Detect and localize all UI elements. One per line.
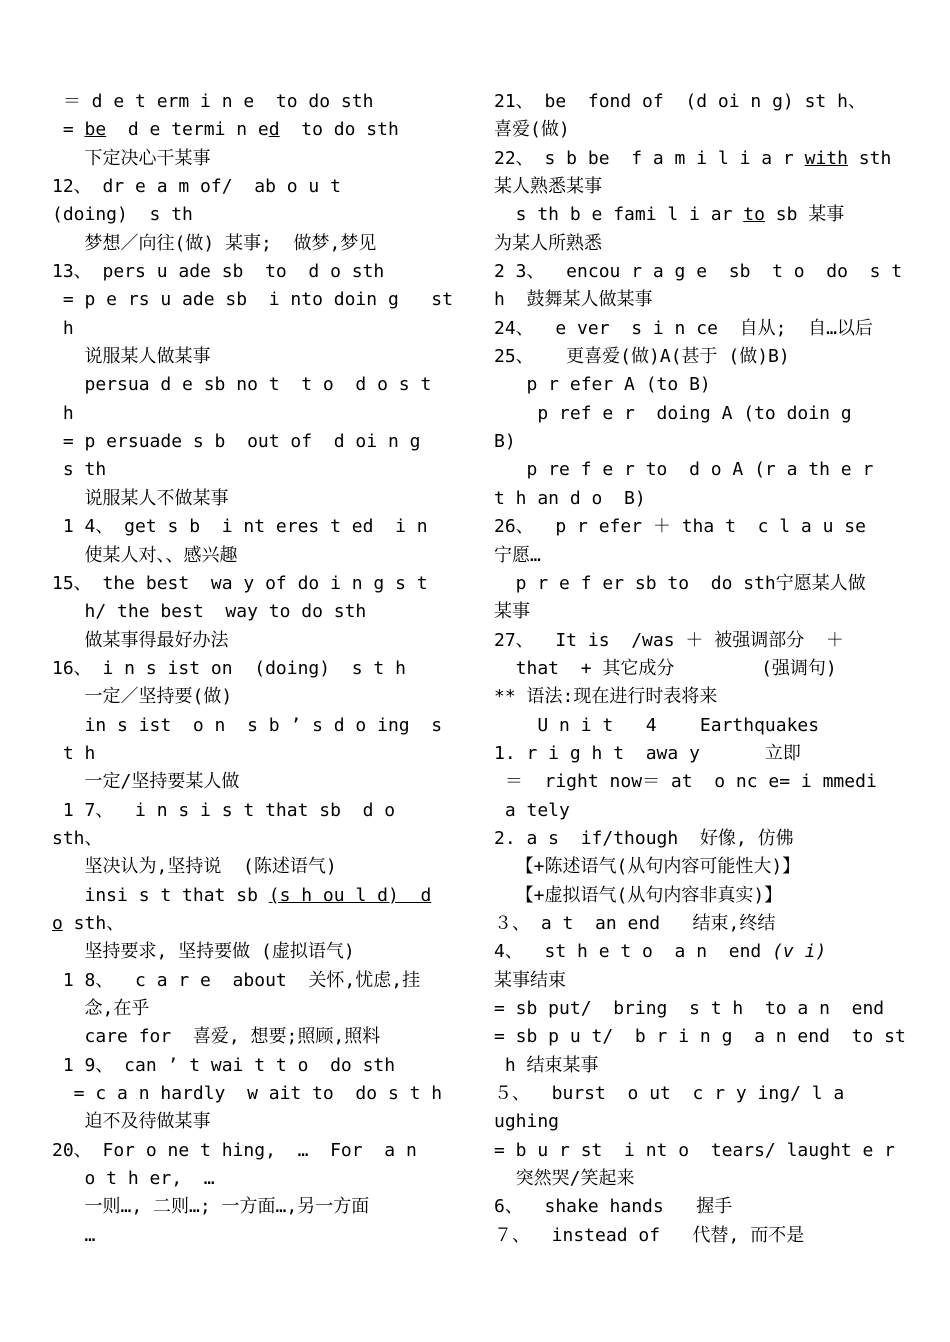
text-run: 说服某人不做某事 — [52, 487, 229, 509]
text-run: 6、 shake hands 握手 — [494, 1196, 733, 1218]
right-text-line — [494, 315, 914, 343]
right-text-line — [494, 542, 914, 570]
text-run: 1 9、 can ’ t wai t t o do sth — [52, 1054, 396, 1076]
text-run: 下定决心干某事 — [52, 147, 211, 169]
text-run: 迫不及待做某事 — [52, 1111, 211, 1133]
text-run: ughing — [494, 1111, 560, 1133]
left-text-line — [52, 1165, 462, 1193]
text-run: insi s t that sb — [52, 884, 269, 906]
left-text-line — [52, 513, 462, 541]
left-text-line — [52, 1080, 462, 1108]
left-text-line — [52, 797, 462, 825]
text-run: = b u r st i nt o tears/ laught e r — [494, 1139, 895, 1161]
text-run: … — [52, 1224, 96, 1246]
text-run: 说服某人做某事 — [52, 346, 211, 368]
left-text-line — [52, 116, 462, 144]
text-run: to do sth — [279, 119, 399, 141]
right-text-line — [494, 258, 914, 286]
right-text-line — [494, 1023, 914, 1051]
left-text-line — [52, 1108, 462, 1136]
underlined-text: to — [743, 204, 765, 226]
text-run: U n i t 4 Earthquakes — [494, 714, 820, 736]
text-run: 某事 — [494, 601, 530, 623]
text-run: ＝ d e t erm i n e to do sth — [52, 91, 374, 112]
text-run: that + 其它成分 (强调句) — [494, 657, 837, 679]
left-text-line — [52, 598, 462, 626]
text-run: B) — [494, 431, 516, 453]
right-text-line — [494, 797, 914, 825]
left-text-line — [52, 627, 462, 655]
left-text-line — [52, 740, 462, 768]
left-text-line — [52, 683, 462, 711]
text-run: sth、 — [52, 827, 103, 849]
right-text-line — [494, 145, 914, 173]
right-text-line — [494, 882, 914, 910]
left-text-line — [52, 286, 462, 314]
right-text-line — [494, 1222, 914, 1250]
left-text-line — [52, 145, 462, 173]
text-run: o t h er, … — [52, 1168, 215, 1190]
right-text-line — [494, 116, 914, 144]
right-text-line — [494, 88, 914, 116]
text-run: persua d e sb no t t o d o s t — [52, 374, 432, 396]
right-text-line — [494, 1080, 914, 1108]
right-text-line — [494, 938, 914, 966]
text-run: 20、 For o ne t hing, … For a n — [52, 1139, 417, 1161]
right-text-line — [494, 428, 914, 456]
left-text-line — [52, 88, 462, 116]
text-run: t h — [52, 742, 96, 764]
text-run: 做某事得最好办法 — [52, 629, 229, 651]
left-text-line — [52, 882, 462, 910]
right-text-line — [494, 371, 914, 399]
left-text-line — [52, 967, 462, 995]
left-text-line — [52, 343, 462, 371]
right-text-line — [494, 230, 914, 258]
text-run: h — [52, 317, 74, 339]
left-text-line — [52, 995, 462, 1023]
right-text-line — [494, 400, 914, 428]
right-text-line — [494, 286, 914, 314]
left-text-line — [52, 456, 462, 484]
italic-text: (v i) — [772, 941, 827, 963]
text-run: 梦想／向往(做) 某事; 做梦,梦见 — [52, 232, 377, 254]
text-run: p r e f er sb to do sth宁愿某人做 — [494, 572, 866, 594]
left-text-line — [52, 173, 462, 201]
text-run: = p e rs u ade sb i nto doin g st — [52, 289, 453, 311]
underlined-text: be — [84, 119, 107, 141]
text-run: sb 某事 — [764, 204, 845, 226]
text-run: 15、 the best wa y of do i n g s t — [52, 572, 428, 594]
right-text-line — [494, 967, 914, 995]
text-run: = sb p u t/ b r i n g a n end to st — [494, 1026, 906, 1048]
text-run: 1 7、 i n s i s t that sb d o — [52, 799, 396, 821]
right-text-line — [494, 173, 914, 201]
left-text-line — [52, 825, 462, 853]
text-run: 念,在乎 — [52, 998, 150, 1019]
left-text-line — [52, 400, 462, 428]
left-text-line — [52, 853, 462, 881]
text-run: 宁愿… — [494, 544, 541, 566]
text-run: 某人熟悉某事 — [494, 176, 602, 198]
text-run: 坚持要求, 坚持要做 (虚拟语气) — [52, 941, 355, 963]
text-run: = c a n hardly w ait to do s t h — [52, 1083, 443, 1105]
right-text-line — [494, 1137, 914, 1165]
right-text-line — [494, 1108, 914, 1136]
text-run: in s ist o n s b ’ s d o ing s — [52, 714, 443, 736]
right-text-line — [494, 995, 914, 1023]
text-run: 【+陈述语气(从句内容可能性大)】 — [494, 856, 801, 878]
right-text-line — [494, 343, 914, 371]
text-run: 22、 s b be f a m i l i a r — [494, 147, 805, 169]
right-text-line — [494, 910, 914, 938]
text-run: 喜爱(做) — [494, 119, 570, 141]
text-run: sth — [847, 147, 892, 169]
text-run: ＝ right now＝ at o nc e= i mmedi — [494, 771, 877, 793]
left-text-line — [52, 230, 462, 258]
text-run: 为某人所熟悉 — [494, 232, 602, 254]
text-run: 坚决认为,坚持说 (陈述语气) — [52, 856, 337, 878]
text-run: 一则…, 二则…; 一方面…,另一方面 — [52, 1196, 370, 1218]
right-text-line — [494, 853, 914, 881]
right-text-line — [494, 655, 914, 683]
underlined-text: d — [268, 119, 280, 141]
text-run: 26、 p r efer ＋ tha t c l a u se — [494, 516, 866, 538]
text-run: ３、 a t an end 结束,终结 — [494, 912, 776, 934]
text-run: 一定／坚持要(做) — [52, 686, 233, 708]
left-text-line — [52, 938, 462, 966]
text-run: h 结束某事 — [494, 1054, 599, 1076]
text-run: 24、 e ver s i n ce 自从; 自…以后 — [494, 317, 873, 339]
text-run: = sb put/ bring s t h to a n end — [494, 998, 885, 1019]
text-run: p ref e r doing A (to doin g — [494, 402, 852, 424]
text-run: 25、 更喜爱(做)A(甚于 (做)B) — [494, 346, 790, 368]
text-run: 1. r i g h t awa y 立即 — [494, 742, 801, 764]
right-text-line — [494, 570, 914, 598]
left-text-line — [52, 371, 462, 399]
text-run: p r efer A (to B) — [494, 374, 711, 396]
left-text-line — [52, 570, 462, 598]
right-text-line — [494, 1165, 914, 1193]
text-run: 2. a s if/though 好像, 仿佛 — [494, 827, 794, 849]
left-text-line — [52, 1137, 462, 1165]
text-run: h — [52, 402, 74, 424]
text-run: 一定/坚持要某人做 — [52, 771, 240, 793]
right-text-line — [494, 1193, 914, 1221]
text-run: 某事结束 — [494, 969, 566, 991]
text-run: ** 语法:现在进行时表将来 — [494, 686, 718, 708]
text-run: ５、 burst o ut c r y ing/ l a — [494, 1083, 845, 1105]
left-text-line — [52, 1222, 462, 1250]
left-text-line — [52, 768, 462, 796]
left-text-line — [52, 428, 462, 456]
text-run: 使某人对、、感兴趣 — [52, 544, 238, 566]
text-run: a tely — [494, 799, 570, 821]
left-text-line — [52, 910, 462, 938]
text-run: t h an d o B) — [494, 487, 646, 509]
right-text-line — [494, 683, 914, 711]
text-run: d e termi n e — [106, 119, 269, 141]
right-text-line — [494, 598, 914, 626]
text-run: 4、 st h e t o a n end — [494, 941, 773, 963]
underlined-text: with — [804, 147, 848, 169]
left-text-line — [52, 258, 462, 286]
text-run: h/ the best way to do sth — [52, 601, 367, 623]
text-run: 1 4、 get s b i nt eres t ed i n — [52, 516, 428, 538]
right-text-line — [494, 1052, 914, 1080]
right-text-line — [494, 825, 914, 853]
text-run: 12、 dr e a m of/ ab o u t — [52, 176, 341, 198]
text-run: care for 喜爱, 想要;照顾,照料 — [52, 1026, 381, 1048]
left-text-line — [52, 712, 462, 740]
text-run: 突然哭/笑起来 — [494, 1168, 635, 1190]
text-run: p re f e r to d o A (r a th e r — [494, 459, 874, 481]
left-text-line — [52, 655, 462, 683]
underlined-text: o — [52, 912, 63, 934]
text-run: 2 3、 encou r a g e sb t o do s t — [494, 261, 903, 283]
text-run: 1 8、 c a r e about 关怀,忧虑,挂 — [52, 969, 421, 991]
right-text-line — [494, 768, 914, 796]
text-run: (doing) s th — [52, 204, 193, 226]
text-run: 27、 It is /was ＋ 被强调部分 ＋ — [494, 629, 844, 651]
text-run: s th b e fami l i ar — [494, 204, 744, 226]
text-run: 21、 be fond of (d oi n g) st h、 — [494, 91, 866, 112]
right-text-line — [494, 201, 914, 229]
text-run: s th — [52, 459, 107, 481]
text-run: ７、 instead of 代替, 而不是 — [494, 1224, 805, 1246]
text-run: = p ersuade s b out of d oi n g — [52, 431, 421, 453]
right-text-line — [494, 513, 914, 541]
right-text-line — [494, 485, 914, 513]
text-run: h 鼓舞某人做某事 — [494, 289, 653, 311]
left-text-line — [52, 1052, 462, 1080]
right-text-line — [494, 627, 914, 655]
left-text-line — [52, 1023, 462, 1051]
text-run: = — [52, 119, 85, 141]
left-text-line — [52, 542, 462, 570]
text-run: 【+虚拟语气(从句内容非真实)】 — [494, 884, 783, 906]
left-text-line — [52, 485, 462, 513]
text-run: sth、 — [62, 912, 125, 934]
left-column — [52, 88, 462, 1250]
right-text-line — [494, 712, 914, 740]
left-text-line — [52, 1193, 462, 1221]
text-run: 13、 pers u ade sb to d o sth — [52, 261, 385, 283]
right-column — [494, 88, 914, 1250]
text-run: 16、 i n s ist on (doing) s t h — [52, 657, 406, 679]
underlined-text: (s h ou l d) d — [268, 884, 432, 906]
right-text-line — [494, 456, 914, 484]
left-text-line — [52, 315, 462, 343]
right-text-line — [494, 740, 914, 768]
left-text-line — [52, 201, 462, 229]
